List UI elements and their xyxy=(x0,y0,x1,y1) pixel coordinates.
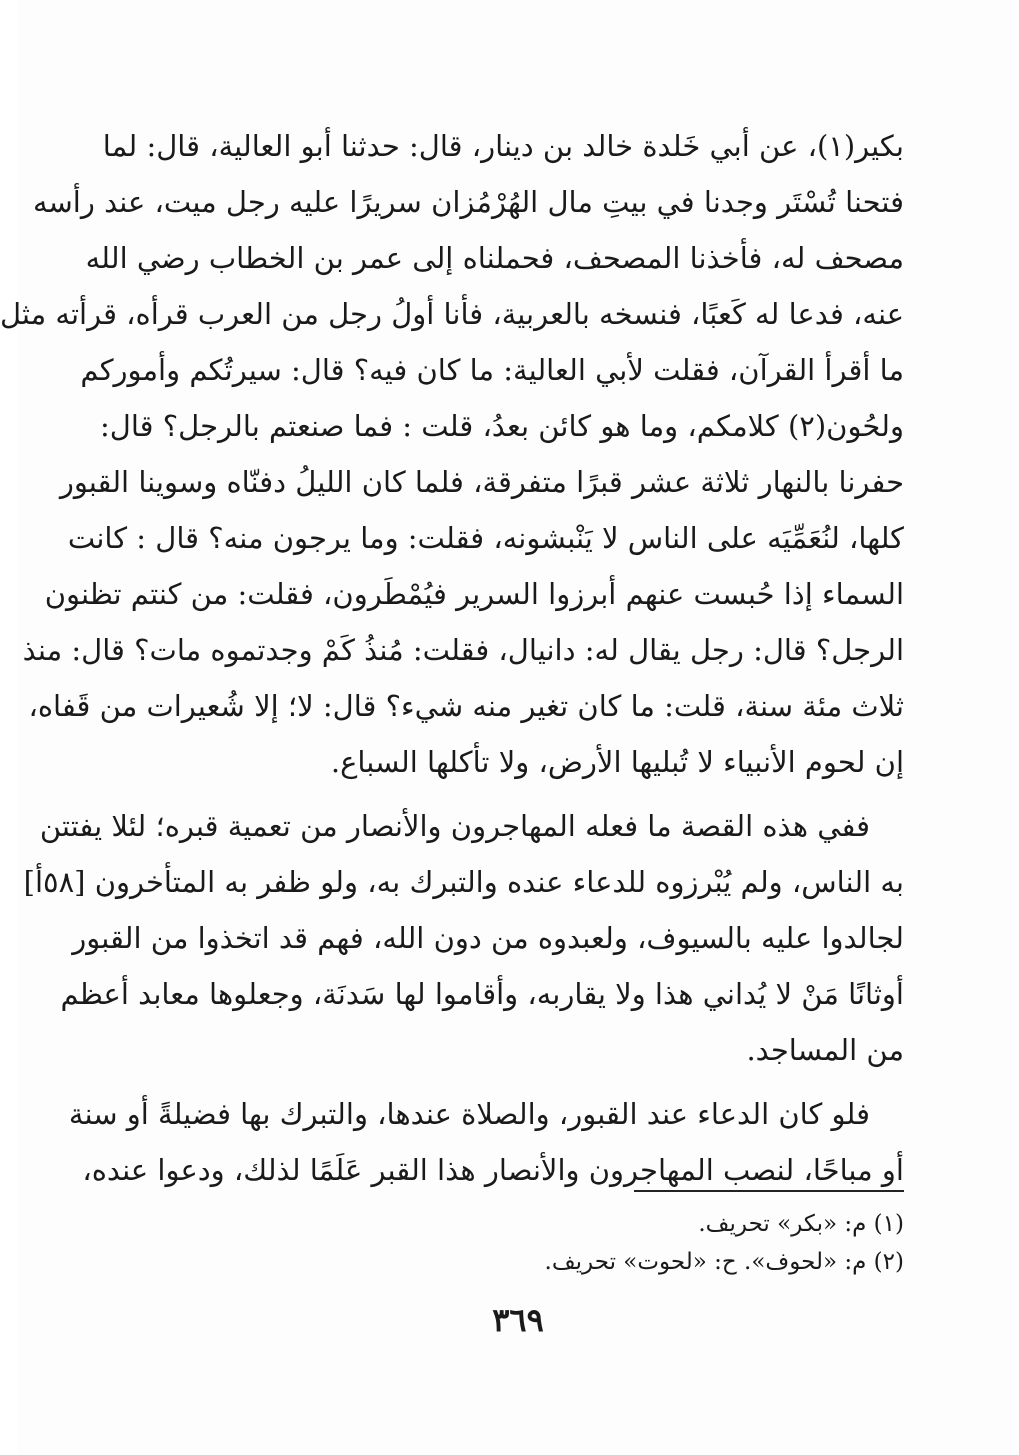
text-line: كلها، لنُعَمِّيَه على الناس لا يَنْبشونه، فقلت: وما يرجون منه؟ قال : كانت xyxy=(67,521,904,555)
paragraph-3 xyxy=(68,1086,904,1198)
paragraph-spacer xyxy=(132,790,904,798)
main-text xyxy=(0,118,904,1198)
text-line: مصحف له، فأخذنا المصحف، فحملناه إلى عمر بن الخطاب رضي الله xyxy=(85,241,904,275)
footnote-separator xyxy=(634,1190,904,1192)
text-line: عنه، فدعا له كَعبًا، فنسخه بالعربية، فأنا أولُ رجل من العرب قرأه، قرأته مثل xyxy=(0,297,904,331)
text-line: حفرنا بالنهار ثلاثة عشر قبرًا متفرقة، فلما كان الليلُ دفنّاه وسوينا القبور xyxy=(59,465,904,499)
text-line: ما أقرأ القرآن، فقلت لأبي العالية: ما كان فيه؟ قال: سيرتُكم وأموركم xyxy=(80,353,904,387)
text-line: لجالدوا عليه بالسيوف، ولعبدوه من دون الله، فهم قد اتخذوا من القبور xyxy=(72,921,904,955)
text-line: فلو كان الدعاء عند القبور، والصلاة عندها، والتبرك بها فضيلةً أو سنة xyxy=(68,1097,870,1131)
paragraph-spacer xyxy=(132,1078,904,1086)
paragraph-1 xyxy=(0,118,904,790)
text-line: ولحُون(٢) كلامكم، وما هو كائن بعدُ، قلت : فما صنعتم بالرجل؟ قال: xyxy=(99,409,904,443)
text-line: فتحنا تُسْتَر وجدنا في بيتِ مال الهُرْمُزان سريرًا عليه رجل ميت، عند رأسه xyxy=(32,185,904,219)
footnotes xyxy=(132,1205,904,1281)
footnote-1: (١) م: «بكر» تحريف. xyxy=(698,1211,904,1237)
text-line: ثلاث مئة سنة، قلت: ما كان تغير منه شيء؟ قال: لا؛ إلا شُعيرات من قَفاه، xyxy=(28,689,904,723)
text-line: الرجل؟ قال: رجل يقال له: دانيال، فقلت: مُنذُ كَمْ وجدتموه مات؟ قال: منذ xyxy=(22,633,904,667)
text-line: السماء إذا حُبست عنهم أبرزوا السرير فيُمْطَرون، فقلت: من كنتم تظنون xyxy=(44,577,904,611)
footnote-2: (٢) م: «لحوف». ح: «لحوت» تحريف. xyxy=(544,1249,904,1275)
paragraph-2 xyxy=(23,798,904,1078)
page-number: ٣٦٩ xyxy=(492,1301,544,1339)
text-line: ففي هذه القصة ما فعله المهاجرون والأنصار من تعمية قبره؛ لئلا يفتتن xyxy=(39,809,870,843)
text-line: به الناس، ولم يُبْرزوه للدعاء عنده والتبرك به، ولو ظفر به المتأخرون [٥٨أ] xyxy=(23,865,904,899)
text-line: أو مباحًا، لنصب المهاجرون والأنصار هذا القبر عَلَمًا لذلك، ودعوا عنده، xyxy=(82,1153,904,1187)
text-line: من المساجد. xyxy=(746,1033,904,1067)
text-line: بكير(١)، عن أبي خَلدة خالد بن دينار، قال: حدثنا أبو العالية، قال: لما xyxy=(102,129,904,163)
text-line: إن لحوم الأنبياء لا تُبليها الأرض، ولا تأكلها السباع. xyxy=(330,745,904,779)
text-line: أوثانًا مَنْ لا يُداني هذا ولا يقاربه، وأقاموا لها سَدنَة، وجعلوها معابد أعظم xyxy=(60,977,904,1011)
